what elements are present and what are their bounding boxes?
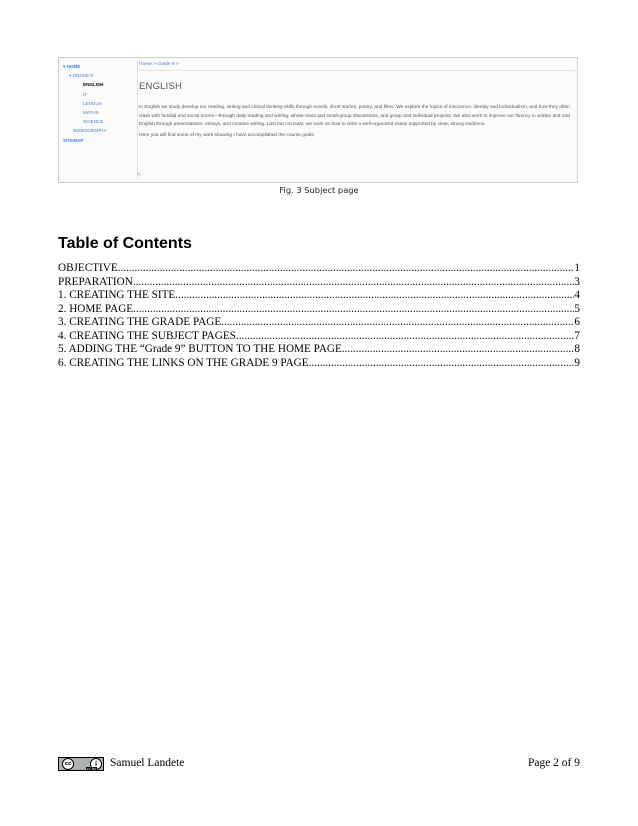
toc-entry[interactable] — [58, 289, 580, 303]
toc-entry-title: 5. ADDING THE “Grade 9” BUTTON TO THE HOME PAGE — [58, 343, 342, 355]
toc-leader — [236, 330, 575, 344]
toc-entry-page: 4 — [574, 289, 580, 301]
toc-entry[interactable] — [58, 330, 580, 344]
subject-description: In English we study develop our reading, writing and critical thinking skills through novels, short stories, poetry, and films. We explore the topics of innocence, identity and individualism, and how they often clash with familial and social norms—through daily reading and writing, whole-class and small-group discussions, and group and individual projects. We also work to improve our fluency in written and oral English through presentations, essays, and creative writing. Last but not least, we work on how to write a well-organized essay supported by clear, strong evidence. — [139, 105, 570, 127]
toc-entry-page: 5 — [574, 302, 580, 315]
subject-note: Here you will find some of my work showing I have accomplished the course goals. — [139, 132, 315, 138]
edit-icon: ✎ — [137, 172, 142, 178]
nav-divider — [137, 61, 138, 179]
divider — [139, 70, 575, 71]
toc-leader — [118, 262, 575, 276]
toc-leader — [133, 276, 575, 290]
toc-leader — [221, 316, 574, 330]
page-footer — [58, 756, 580, 772]
toc-entry[interactable] — [58, 276, 580, 290]
toc-entry-page: 7 — [574, 329, 580, 342]
toc-leader — [309, 357, 575, 371]
nav-webography: WEBOGRAPHY — [73, 128, 107, 134]
toc-entry-page: 6 — [574, 316, 580, 328]
nav-grade: ▾ GRADE 9 — [69, 73, 93, 79]
breadcrumb: Home > Grade 9 > — [139, 62, 179, 67]
nav-item-maths: MATHS — [83, 110, 99, 116]
toc-entry[interactable] — [58, 343, 580, 357]
toc-entry-title: PREPARATION — [58, 275, 133, 288]
toc-entry-page: 8 — [574, 343, 580, 355]
toc-entry-title: 6. CREATING THE LINKS ON THE GRADE 9 PAGE — [58, 356, 309, 369]
toc-entry-title: 1. CREATING THE SITE — [58, 289, 176, 301]
toc-entry[interactable] — [58, 357, 580, 371]
nav-item-english: ENGLISH — [83, 82, 104, 88]
toc-leader — [133, 303, 574, 317]
cc-license-icon: cc i cc by — [58, 757, 104, 771]
toc-entry-page: 1 — [574, 262, 580, 274]
nav-item-lengua: LENGUA — [83, 100, 102, 106]
license-badge-text: cc by — [87, 767, 97, 771]
nav-item-it: IT — [83, 91, 88, 97]
nav-sitemap: SITEMAP — [63, 137, 84, 143]
subject-page-screenshot — [58, 57, 578, 183]
nav-item-science: SCIENCE — [83, 119, 104, 125]
toc-leader — [175, 289, 574, 303]
toc-entry[interactable] — [58, 303, 580, 317]
toc-leader — [342, 343, 575, 357]
toc-entry-title: 2. HOME PAGE — [58, 302, 134, 315]
toc-heading: Table of Contents — [58, 235, 192, 252]
toc-entry-title: 3. CREATING THE GRADE PAGE — [58, 316, 222, 328]
nav-home: ▾ HOME — [63, 64, 81, 69]
toc-entry-title: 4. CREATING THE SUBJECT PAGES — [58, 329, 236, 342]
toc-entry-page: 3 — [574, 275, 580, 288]
figure-caption: Fig. 3 Subject page — [279, 185, 359, 195]
subject-content — [139, 62, 575, 140]
toc-entry-page: 9 — [574, 356, 580, 369]
page-title: ENGLISH — [139, 81, 183, 92]
footer-page-number: Page 2 of 9 — [527, 757, 580, 769]
toc-entry-title: OBJECTIVE — [58, 262, 118, 274]
site-navigation — [63, 62, 135, 145]
table-of-contents — [58, 262, 580, 370]
footer-author: Samuel Landete — [110, 757, 185, 769]
toc-entry[interactable] — [58, 262, 580, 276]
toc-entry[interactable] — [58, 316, 580, 330]
